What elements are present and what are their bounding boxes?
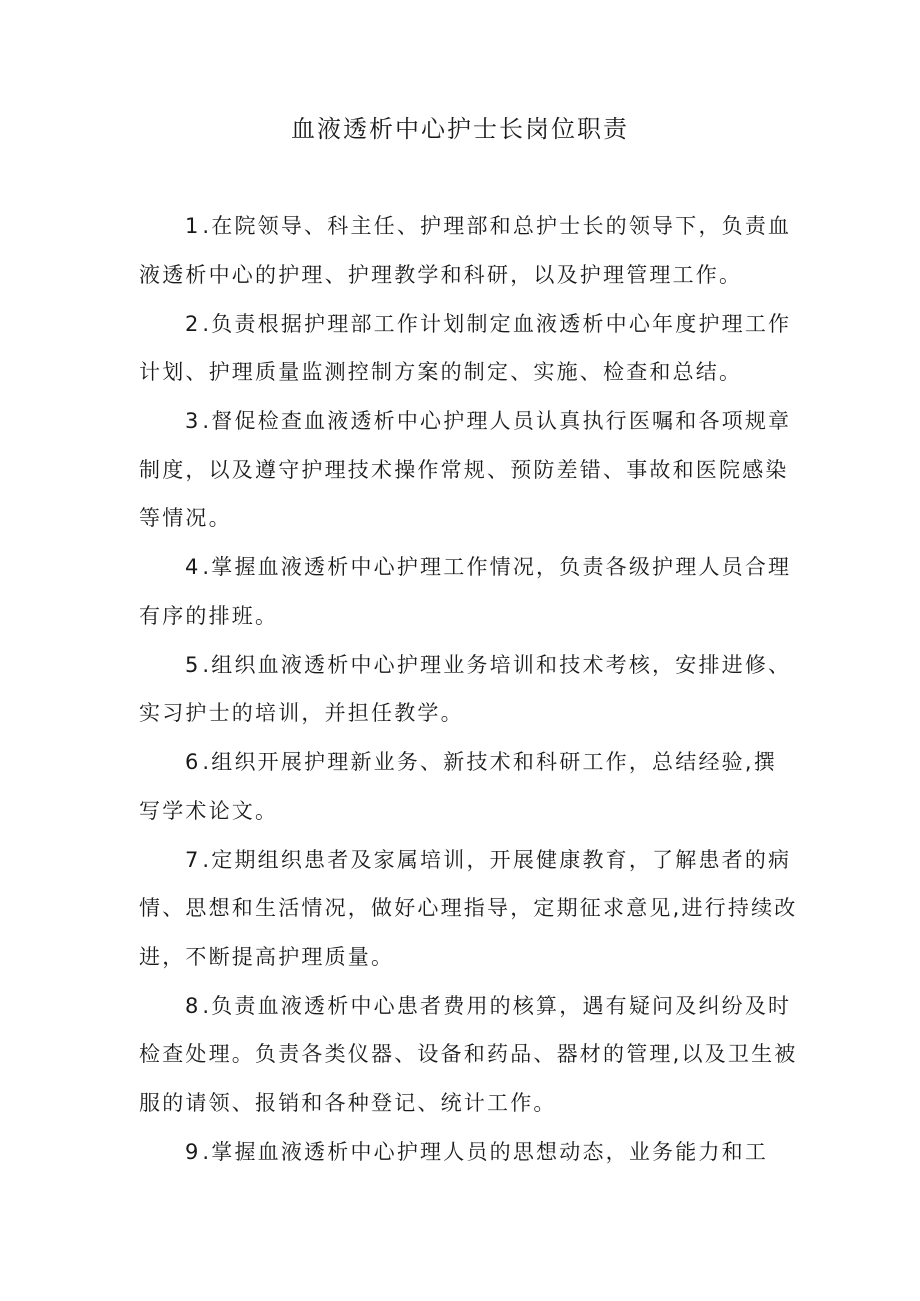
clause-item [139,738,799,835]
clause-text: .组织开展护理新业务、新技术和科研工作，总结经验,撰写学术论文。 [139,750,777,823]
clause-number: 4 [185,555,203,579]
clause-number: 3 [185,409,203,433]
clause-item [139,202,799,299]
clause-text: .在院领导、科主任、护理部和总护士长的领导下，负责血液透析中心的护理、护理教学和科研，以及护理管理工作。 [139,214,792,287]
clause-item [139,397,799,543]
clause-number: 9 [185,1139,203,1164]
clause-number: 5 [185,652,203,677]
clause-number: 2 [185,311,203,336]
clause-text: .负责根据护理部工作计划制定血液透析中心年度护理工作计划、护理质量监测控制方案的制定、实施、检查和总结。 [139,311,792,384]
clause-number: 8 [185,993,203,1018]
clause-text: .掌握血液透析中心护理人员的思想动态，业务能力和工 [202,1139,769,1164]
clause-text: .督促检查血液透析中心护理人员认真执行医嘱和各项规章制度，以及遵守护理技术操作常规、预防差错、事故和医院感染等情况。 [139,409,792,530]
clause-item [139,836,799,982]
clause-number: 6 [185,750,203,774]
clause-number: 7 [185,847,203,872]
clause-text: .掌握血液透析中心护理工作情况，负责各级护理人员合理有序的排班。 [139,555,792,628]
clause-text: .负责血液透析中心患者费用的核算，遇有疑问及纠纷及时检查处理。负责各类仪器、设备和药品、器材的管理,以及卫生被服的请领、报销和各种登记、统计工作。 [139,993,798,1115]
clause-number: 1 [185,214,203,238]
clause-list [139,202,799,1177]
clause-item [139,300,799,397]
clause-text: .定期组织患者及家属培训，开展健康教育，了解患者的病情、思想和生活情况，做好心理指导，定期征求意见,进行持续改进，不断提高护理质量。 [139,847,798,969]
clause-item [139,982,799,1128]
clause-text: .组织血液透析中心护理业务培训和技术考核，安排进修、实习护士的培训，并担任教学。 [139,652,792,725]
clause-item [139,641,799,738]
clause-item [139,1128,799,1177]
page-title: 血液透析中心护士长岗位职责 [291,115,629,143]
clause-item [139,543,799,640]
